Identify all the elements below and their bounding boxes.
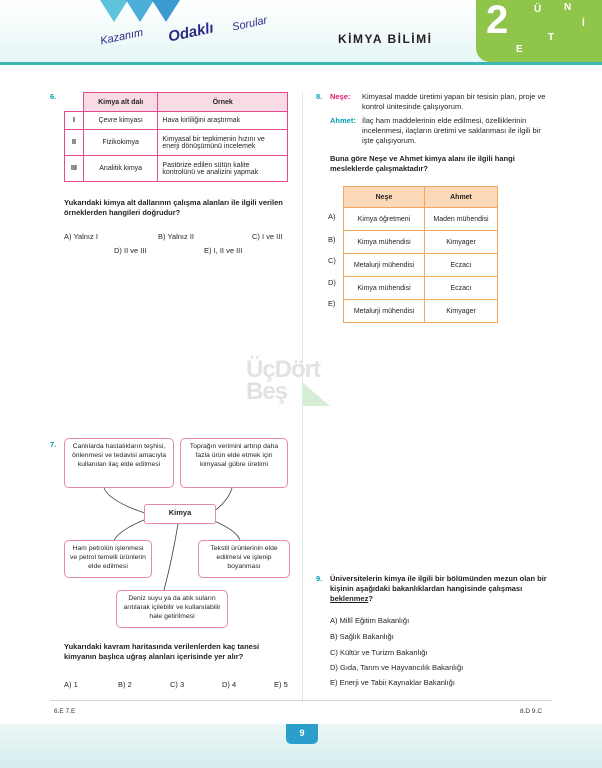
brand-word-3: Sorular: [231, 14, 269, 34]
table-header-cell: Neşe: [344, 187, 425, 208]
ahmet-text: İlaç ham maddelerinin elde edilmesi, özelliklerinin incelenmesi, ilaçların üretimi ve saklanması ile ilgili bir işte çalışıyorum.: [362, 116, 541, 145]
row-number: III: [65, 156, 84, 182]
option-a-letter[interactable]: A): [328, 212, 336, 221]
option-e-letter[interactable]: E): [328, 299, 336, 308]
option-b[interactable]: B) 2: [118, 680, 132, 689]
option-b-letter[interactable]: B): [328, 235, 336, 244]
speaker-ahmet: Ahmet:: [330, 116, 356, 125]
brand-word-2: Odaklı: [166, 19, 216, 46]
watermark: [246, 356, 320, 406]
branch-cell: Analitik kimya: [83, 156, 157, 182]
page-number: 9: [286, 724, 318, 744]
option-c[interactable]: C) 3: [170, 680, 185, 689]
table-header-cell: Örnek: [158, 93, 288, 112]
option-e[interactable]: E) 5: [274, 680, 288, 689]
q8-table: [343, 186, 498, 323]
table-header-row: [344, 187, 498, 208]
ahmet-cell: Maden mühendisi: [425, 208, 498, 231]
row-number: I: [65, 112, 84, 130]
q8-stem: Buna göre Neşe ve Ahmet kimya alanı ile ilgili hangi mesleklerde çalışmaktadır?: [330, 154, 515, 173]
connector-line: [212, 520, 240, 540]
option-a[interactable]: A) Yalnız I: [64, 232, 98, 241]
option-b[interactable]: B) Yalnız II: [158, 232, 194, 241]
neset-cell: Metalurji mühendisi: [344, 254, 425, 277]
mindmap-node-medicine: Canlılarda hastalıkların teşhisi, önlenmesi ve tedavisi amacıyla kullanılan ilaç elde edilmesi: [64, 438, 174, 488]
ahmet-cell: Kimyager: [425, 300, 498, 323]
ahmet-cell: Eczacı: [425, 254, 498, 277]
q9-stem-text: Üniversitelerin kimya ile ilgili bir bölümünden mezun olan bir kişinin aşağıdaki bakanlıklardan hangisinde çalışması: [330, 574, 547, 593]
table-row[interactable]: [344, 254, 498, 277]
option-a[interactable]: A) 1: [64, 680, 78, 689]
logo-triangle-icon: [152, 0, 180, 22]
q9-stem: [330, 574, 556, 604]
unit-letter: E: [516, 44, 523, 55]
logo-triangle-icon: [100, 0, 128, 22]
table-corner-cell: [65, 93, 84, 112]
table-row: [65, 156, 288, 182]
q6-stem: Yukarıdaki kimya alt dallarının çalışma alanları ile ilgili verilen örneklerden hangileri doğrudur?: [64, 198, 283, 217]
question-number: 9.: [316, 574, 323, 583]
mindmap-node-fertilizer: Toprağın verimini artırıp daha fazla ürün elde etmek için kimyasal gübre üretimi: [180, 438, 288, 488]
watermark-line-2: Beş: [246, 378, 288, 405]
table-row: [65, 130, 288, 156]
unit-letter: N: [564, 2, 572, 13]
ahmet-cell: Eczacı: [425, 277, 498, 300]
q6-table: [64, 92, 288, 182]
neset-cell: Kimya mühendisi: [344, 231, 425, 254]
logo-triangle-icon: [126, 0, 154, 22]
mindmap-node-petroleum: Ham petrolün işlenmesi ve petrol temelli ürünlerin elde edilmesi: [64, 540, 152, 578]
branch-cell: Fizikokimya: [83, 130, 157, 156]
footer-rule: [50, 700, 552, 701]
table-header-cell: Ahmet: [425, 187, 498, 208]
unit-letter: T: [548, 32, 555, 43]
option-d-letter[interactable]: D): [328, 278, 336, 287]
option-c-letter[interactable]: C): [328, 256, 336, 265]
connector-line: [104, 488, 148, 514]
table-row[interactable]: [344, 277, 498, 300]
brand-word-1: Kazanım: [99, 26, 145, 48]
mindmap-center: Kimya: [144, 504, 216, 524]
mindmap-node-textile: Tekstil ürünlerinin elde edilmesi ve işlenip boyanması: [198, 540, 290, 578]
option-e[interactable]: E) I, II ve III: [204, 246, 243, 255]
option-c[interactable]: C) I ve III: [252, 232, 283, 241]
table-row: [65, 112, 288, 130]
table-header-cell: Kimya alt dalı: [83, 93, 157, 112]
row-number: II: [65, 130, 84, 156]
unit-number: 2: [486, 0, 509, 42]
q9-stem-emphasis: beklenmez: [330, 594, 369, 603]
q9-stem-end: ?: [368, 594, 373, 603]
table-header-row: [65, 93, 288, 112]
option-d[interactable]: D) Gıda, Tarım ve Hayvancılık Bakanlığı: [330, 663, 464, 672]
example-cell: Kimyasal bir tepkimenin hızını ve enerji dönüşümünü incelemek: [158, 130, 288, 156]
neset-cell: Kimya öğretmeni: [344, 208, 425, 231]
example-cell: Pastörize edilen sütün kalite kontrolünü ve analizini yapmak: [158, 156, 288, 182]
neset-cell: Kimya mühendisi: [344, 277, 425, 300]
table-row[interactable]: [344, 208, 498, 231]
neset-cell: Metalurji mühendisi: [344, 300, 425, 323]
branch-cell: Çevre kimyası: [83, 112, 157, 130]
ahmet-cell: Kimyager: [425, 231, 498, 254]
question-number: 6.: [50, 92, 57, 101]
watermark-line-1: ÜçDört: [246, 356, 321, 383]
option-d[interactable]: D) II ve III: [114, 246, 147, 255]
table-row[interactable]: [344, 231, 498, 254]
answer-key-right: 8.D 9.C: [520, 708, 543, 715]
option-b[interactable]: B) Sağlık Bakanlığı: [330, 632, 394, 641]
watermark-triangle-icon: [302, 382, 330, 406]
section-title: KİMYA BİLİMİ: [338, 32, 433, 46]
option-d[interactable]: D) 4: [222, 680, 237, 689]
option-c[interactable]: C) Kültür ve Turizm Bakanlığı: [330, 648, 428, 657]
example-cell: Hava kirliliğini araştırmak: [158, 112, 288, 130]
connector-line: [164, 524, 178, 590]
neset-text: Kimyasal madde üretimi yapan bir tesisin plan, proje ve kontrol ünitesinde çalışıyorum.: [362, 92, 546, 111]
table-row[interactable]: [344, 300, 498, 323]
mindmap-node-water: Deniz suyu ya da atık suların arıtılarak içilebilir ve kullanılabilir hale getirilmesi: [116, 590, 228, 628]
question-number: 8.: [316, 92, 323, 101]
option-a[interactable]: A) Millî Eğitim Bakanlığı: [330, 616, 410, 625]
q7-stem: Yukarıdaki kavram haritasında verilenlerden kaç tanesi kimyanın başlıca uğraş alanları içerisinde yer alır?: [64, 642, 260, 661]
unit-letter: İ: [582, 18, 585, 29]
answer-key-left: 6.E 7.E: [54, 708, 76, 715]
unit-letter: Ü: [534, 4, 542, 15]
connector-line: [114, 520, 144, 540]
option-e[interactable]: E) Enerji ve Tabii Kaynaklar Bakanlığı: [330, 678, 455, 687]
speaker-neset: Neşe:: [330, 92, 351, 101]
question-number: 7.: [50, 440, 57, 449]
